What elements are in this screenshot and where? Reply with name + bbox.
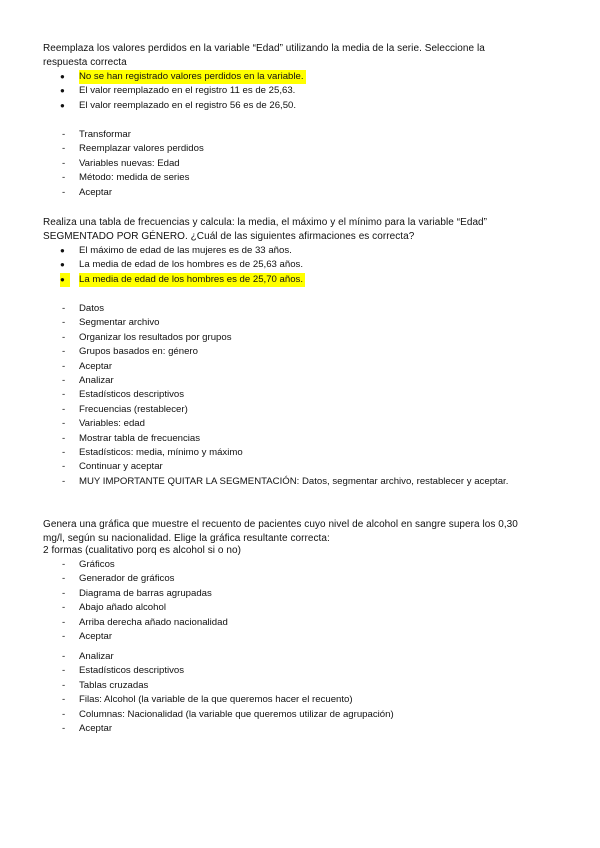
bullet-icon: ●	[60, 72, 65, 81]
answer-options-1	[0, 70, 600, 113]
steps-list-1	[0, 128, 600, 200]
step-text: Variables: edad	[79, 418, 145, 430]
list-item	[0, 99, 600, 113]
bullet-icon: ●	[60, 273, 70, 287]
step-text: Analizar	[79, 374, 114, 386]
step-text: Aceptar	[79, 186, 113, 198]
list-item	[0, 302, 600, 316]
list-item	[0, 142, 600, 156]
step-text: Abajo añado alcohol	[79, 602, 166, 614]
step-text: Diagrama de barras agrupadas	[79, 587, 212, 599]
step-text: Método: medida de series	[79, 172, 190, 184]
list-item	[0, 360, 600, 374]
dash-icon: -	[62, 129, 66, 140]
dash-icon: -	[62, 418, 66, 430]
answer-option-correct: No se han registrado valores perdidos en la variable.	[79, 70, 306, 84]
list-item	[0, 258, 600, 272]
step-text: Reemplazar valores perdidos	[79, 143, 204, 155]
step-text: MUY IMPORTANTE QUITAR LA SEGMENTACIÓN: Datos, segmentar archivo, restablecer y aceptar.	[79, 475, 509, 487]
question-1	[43, 42, 563, 70]
dash-icon: -	[62, 630, 66, 642]
list-item	[0, 273, 600, 287]
question-line: Realiza una tabla de frecuencias y calcula: la media, el máximo y el mínimo para la variable “Edad”	[43, 217, 488, 228]
dash-icon: -	[62, 331, 66, 343]
list-item	[0, 70, 600, 84]
dash-icon: -	[62, 587, 66, 599]
step-text: Generador de gráficos	[79, 573, 175, 585]
answer-option: El máximo de edad de las mujeres es de 33 años.	[79, 245, 292, 256]
dash-icon: -	[62, 616, 66, 628]
list-item	[0, 331, 600, 345]
list-item	[0, 244, 600, 258]
step-text: Filas: Alcohol (la variable de la que queremos hacer el recuento)	[79, 694, 353, 706]
dash-icon: -	[62, 708, 66, 720]
dash-icon: -	[62, 559, 66, 570]
list-item	[0, 171, 600, 185]
answer-option: El valor reemplazado en el registro 56 es de 26,50.	[79, 99, 297, 111]
dash-icon: -	[62, 461, 66, 473]
question-3	[43, 518, 563, 546]
step-text: Organizar los resultados por grupos	[79, 331, 232, 343]
dash-icon: -	[62, 360, 66, 372]
dash-icon: -	[62, 389, 66, 401]
step-text: Variables nuevas: Edad	[79, 157, 180, 169]
list-item	[0, 475, 600, 489]
list-item	[0, 84, 600, 98]
list-item	[0, 708, 600, 722]
step-text: Transformar	[79, 129, 131, 140]
list-item	[0, 616, 600, 630]
step-text: Arriba derecha añado nacionalidad	[79, 616, 228, 628]
step-text: Frecuencias (restablecer)	[79, 403, 188, 415]
dash-icon: -	[62, 475, 66, 487]
list-item	[0, 186, 600, 200]
question-line: SEGMENTADO POR GÉNERO. ¿Cuál de las siguientes afirmaciones es correcta?	[43, 231, 415, 242]
list-item	[0, 587, 600, 601]
question-line: Reemplaza los valores perdidos en la variable “Edad” utilizando la media de la serie. Seleccione la	[43, 43, 485, 54]
list-item	[0, 345, 600, 359]
step-text: Estadísticos descriptivos	[79, 665, 185, 677]
dash-icon: -	[62, 403, 66, 415]
note-two-ways	[43, 544, 563, 558]
list-item	[0, 664, 600, 678]
list-item	[0, 446, 600, 460]
list-item	[0, 157, 600, 171]
dash-icon: -	[62, 157, 66, 169]
dash-icon: -	[62, 143, 66, 155]
list-item	[0, 601, 600, 615]
steps-list-2	[0, 302, 600, 489]
bullet-icon: ●	[60, 260, 65, 270]
list-item	[0, 679, 600, 693]
dash-icon: -	[62, 303, 66, 314]
dash-icon: -	[62, 317, 66, 329]
question-line: respuesta correcta	[43, 57, 127, 68]
list-item	[0, 417, 600, 431]
dash-icon: -	[62, 186, 66, 198]
dash-icon: -	[62, 679, 66, 691]
question-line: mg/l, según su nacionalidad. Elige la gráfica resultante correcta:	[43, 533, 330, 544]
question-line: Genera una gráfica que muestre el recuento de pacientes cuyo nivel de alcohol en sangre supera los 0,30	[43, 519, 518, 530]
answer-option-correct: La media de edad de los hombres es de 25,70 años.	[79, 273, 305, 287]
question-2	[43, 216, 563, 244]
step-text: Analizar	[79, 651, 114, 662]
bullet-icon: ●	[60, 86, 65, 96]
step-text: Estadísticos descriptivos	[79, 389, 185, 401]
bullet-icon: ●	[60, 100, 65, 110]
dash-icon: -	[62, 346, 66, 358]
dash-icon: -	[62, 602, 66, 614]
dash-icon: -	[62, 651, 66, 662]
dash-icon: -	[62, 374, 66, 386]
step-text: Aceptar	[79, 630, 113, 642]
list-item	[0, 650, 600, 664]
list-item	[0, 316, 600, 330]
step-text: Continuar y aceptar	[79, 461, 163, 473]
answer-option: El valor reemplazado en el registro 11 es de 25,63.	[79, 85, 296, 97]
dash-icon: -	[62, 432, 66, 444]
answer-options-2	[0, 244, 600, 287]
steps-list-3b	[0, 650, 600, 736]
step-text: Mostrar tabla de frecuencias	[79, 432, 201, 444]
step-text: Estadísticos: media, mínimo y máximo	[79, 446, 243, 458]
step-text: Aceptar	[79, 722, 113, 734]
list-item	[0, 572, 600, 586]
list-item	[0, 128, 600, 142]
list-item	[0, 630, 600, 644]
step-text: Datos	[79, 303, 105, 314]
step-text: Grupos basados en: género	[79, 346, 198, 358]
list-item	[0, 558, 600, 572]
list-item	[0, 403, 600, 417]
list-item	[0, 722, 600, 736]
note-line: 2 formas (cualitativo porq es alcohol si o no)	[43, 545, 241, 556]
answer-option: La media de edad de los hombres es de 25,63 años.	[79, 259, 304, 271]
bullet-icon: ●	[60, 246, 65, 255]
step-text: Segmentar archivo	[79, 317, 160, 329]
dash-icon: -	[62, 172, 66, 184]
step-text: Aceptar	[79, 360, 113, 372]
step-text: Tablas cruzadas	[79, 679, 149, 691]
dash-icon: -	[62, 573, 66, 585]
dash-icon: -	[62, 446, 66, 458]
dash-icon: -	[62, 722, 66, 734]
list-item	[0, 388, 600, 402]
list-item	[0, 693, 600, 707]
list-item	[0, 374, 600, 388]
list-item	[0, 432, 600, 446]
list-item	[0, 460, 600, 474]
dash-icon: -	[62, 694, 66, 706]
dash-icon: -	[62, 665, 66, 677]
step-text: Gráficos	[79, 559, 115, 570]
steps-list-3a	[0, 558, 600, 644]
step-text: Columnas: Nacionalidad (la variable que queremos utilizar de agrupación)	[79, 708, 394, 720]
